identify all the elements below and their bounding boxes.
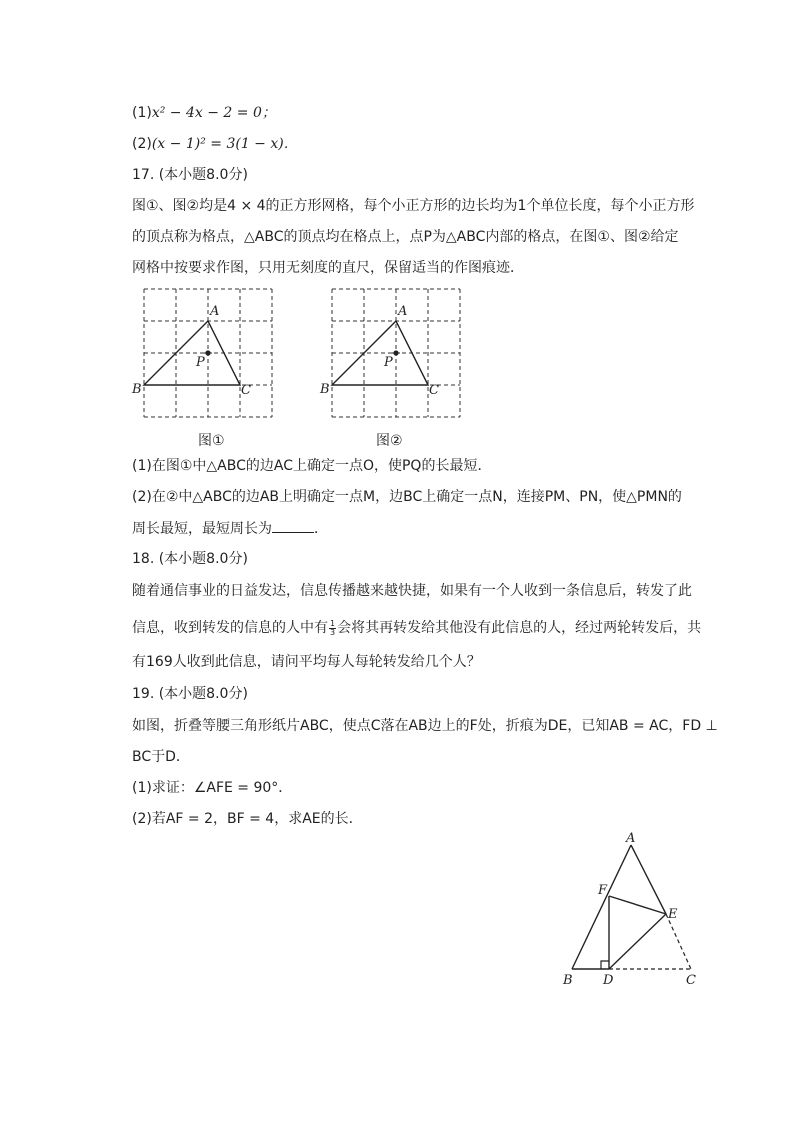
q18-text-line1: 随着通信事业的日益发达，信息传播越来越快捷，如果有一个人收到一条信息后，转发了此 [132,583,692,599]
equation-1 [132,103,276,123]
fig1-caption: 图① [198,433,225,449]
q17-part1: (1)在图①中△ABC的边AC上确定一点O，使PQ的长最短． [132,458,492,474]
label-a: A [210,304,220,319]
q18-header: 18. (本小题8.0分) [132,551,248,567]
q18-line2-part-a: 信息，收到转发的信息的人中有 [132,620,328,636]
q17-header: 17. (本小题8.0分) [132,167,248,183]
label-f: F [598,883,608,898]
label-c: C [429,383,439,398]
q17-text-line2: 的顶点称为格点，△ABC的顶点均在格点上，点P为△ABC内部的格点，在图①、图②给定 [132,229,679,245]
fold-triangle-figure [555,830,705,995]
q17-part2-end: ． [314,521,328,537]
answer-blank [272,518,314,533]
equation-2 [132,134,298,154]
fraction-numerator: 1 [330,618,336,628]
label-a: A [626,831,636,846]
q17-part2-line1: (2)在②中△ABC的边AB上明确定一点M，边BC上确定一点N，连接PM、PN，使△PMN的 [132,489,682,505]
q19-text-line1: 如图，折叠等腰三角形纸片ABC，使点C落在AB边上的F处，折痕为DE，已知AB = AC，FD ⊥ [132,718,718,734]
q18-text-line2 [132,618,701,638]
label-p: P [196,355,205,370]
label-c: C [241,383,251,398]
segment-ec-dashed [666,914,691,969]
label-d: D [603,973,614,988]
side-ac-solid [631,845,666,914]
right-angle-mark [601,961,609,969]
q18-line2-part-b: 会将其再转发给其他没有此信息的人，经过两轮转发后，共 [337,620,702,636]
q19-part2: (2)若AF = 2，BF = 4，求AE的长． [132,811,363,827]
q17-part2-line2 [132,518,328,539]
grid-figure-1 [130,285,282,425]
label-a: A [398,304,408,319]
label-p: P [384,355,393,370]
label-b: B [563,973,573,988]
equation-1-body: x² − 4x − 2 = 0； [151,105,276,121]
label-b: B [132,382,142,397]
fraction-denominator: 3 [330,627,336,637]
equation-2-body: (x − 1)² = 3(1 − x)． [151,136,298,152]
label-e: E [668,907,678,922]
q18-text-line3: 有169人收到此信息，请问平均每人每轮转发给几个人？ [132,654,481,670]
q19-text-line2: BC于D． [132,749,190,765]
grid-figure-2 [318,285,470,425]
equation-2-number: (2) [132,136,152,152]
equation-1-number: (1) [132,105,152,121]
q17-part2-text: 周长最短，最短周长为 [132,521,272,537]
q19-header: 19. (本小题8.0分) [132,686,248,702]
label-b: B [320,382,330,397]
fraction-one-third [329,620,336,637]
segment-fe [609,896,666,914]
side-ab [572,845,631,969]
q17-text-line3: 网格中按要求作图，只用无刻度的直尺，保留适当的作图痕迹． [132,260,524,276]
segment-de [609,914,666,969]
q17-text-line1: 图①、图②均是4 × 4的正方形网格，每个小正方形的边长均为1个单位长度，每个小正方形 [132,198,695,214]
label-c: C [686,973,696,988]
fig2-caption: 图② [376,433,403,449]
q19-part1: (1)求证：∠AFE = 90°． [132,780,293,796]
